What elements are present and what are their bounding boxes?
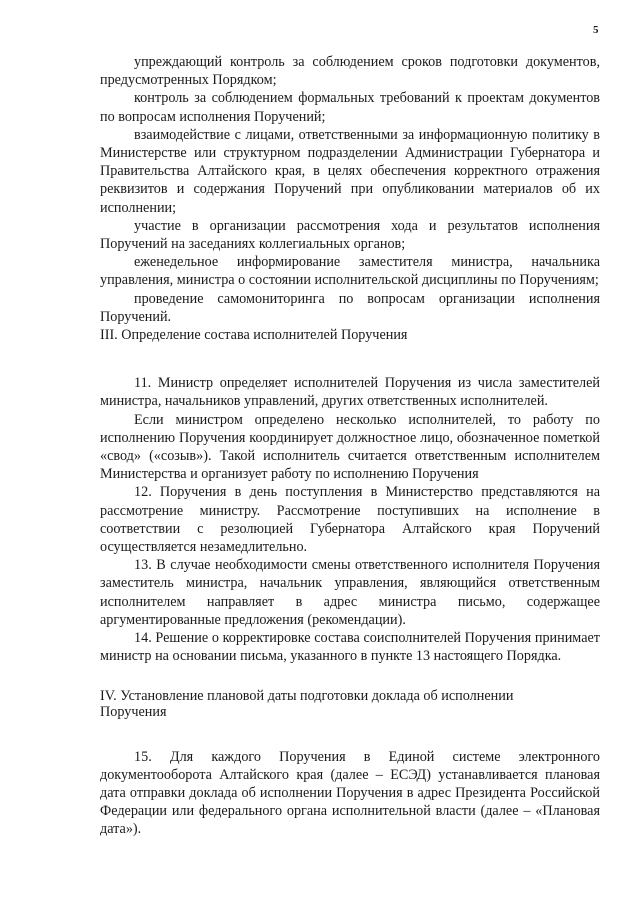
section-heading-4 xyxy=(100,688,600,720)
section-heading-4-line1: IV. Установление плановой даты подготовки доклада об исполнении xyxy=(100,687,514,704)
paragraph: взаимодействие с лицами, ответственными за информационную политику в Министерстве или структурном подразделении Администрации Губернатора и Правительства Алтайского края, в целях обеспечения корректного отражения реквизитов и содержания Поручений при опубликовании материалов об их исполнении; xyxy=(100,126,600,216)
paragraph: участие в организации рассмотрения хода и результатов исполнения Поручений на заседаниях коллегиальных органов; xyxy=(100,217,600,253)
paragraph: Если министром определено несколько исполнителей, то работу по исполнению Поручения координирует должностное лицо, обозначенное пометкой «свод» («созыв»). Такой исполнитель считается ответственным исполнителем Министерства и организует работу по исполнению Поручения xyxy=(100,411,600,483)
section-heading-4-line2: Поручения xyxy=(100,703,167,720)
paragraph: контроль за соблюдением формальных требований к проектам документов по вопросам исполнения Поручений; xyxy=(100,90,600,125)
section-heading-3: III. Определение состава исполнителей Поручения xyxy=(100,327,408,344)
paragraph: 11. Министр определяет исполнителей Поручения из числа заместителей министра, начальников управлений, других ответственных исполнителей. xyxy=(100,375,600,410)
paragraph: 12. Поручения в день поступления в Министерство представляются на рассмотрение министру. Рассмотрение поступивших на исполнение в соответствии с резолюцией Губернатора Алтайского края Поручений осуществляется незамедлительно. xyxy=(100,484,600,556)
paragraph: 14. Решение о корректировке состава соисполнителей Поручения принимает министр на основании письма, указанного в пункте 13 настоящего Порядка. xyxy=(100,630,600,665)
paragraph: проведение самомониторинга по вопросам организации исполнения Поручений. xyxy=(100,290,600,325)
paragraph: 13. В случае необходимости смены ответственного исполнителя Поручения заместитель министра, начальник управления, являющийся ответственным исполнителем направляет в адрес министра письмо, содержащее аргументированные предложения (рекомендации). xyxy=(100,557,600,628)
paragraph: 15. Для каждого Поручения в Единой системе электронного документооборота Алтайского края (далее – ЕСЭД) устанавливается плановая дата отправки доклада об исполнении Поручения в адрес Президента Российской Федерации или федерального органа исполнительной власти (далее – «Плановая дата»). xyxy=(100,748,600,838)
document-body xyxy=(100,53,600,839)
page-number: 5 xyxy=(593,24,599,36)
paragraph: упреждающий контроль за соблюдением сроков подготовки документов, предусмотренных Порядком; xyxy=(100,54,600,89)
paragraph: еженедельное информирование заместителя министра, начальника управления, министра о состоянии исполнительской дисциплины по Поручениям; xyxy=(100,254,600,289)
